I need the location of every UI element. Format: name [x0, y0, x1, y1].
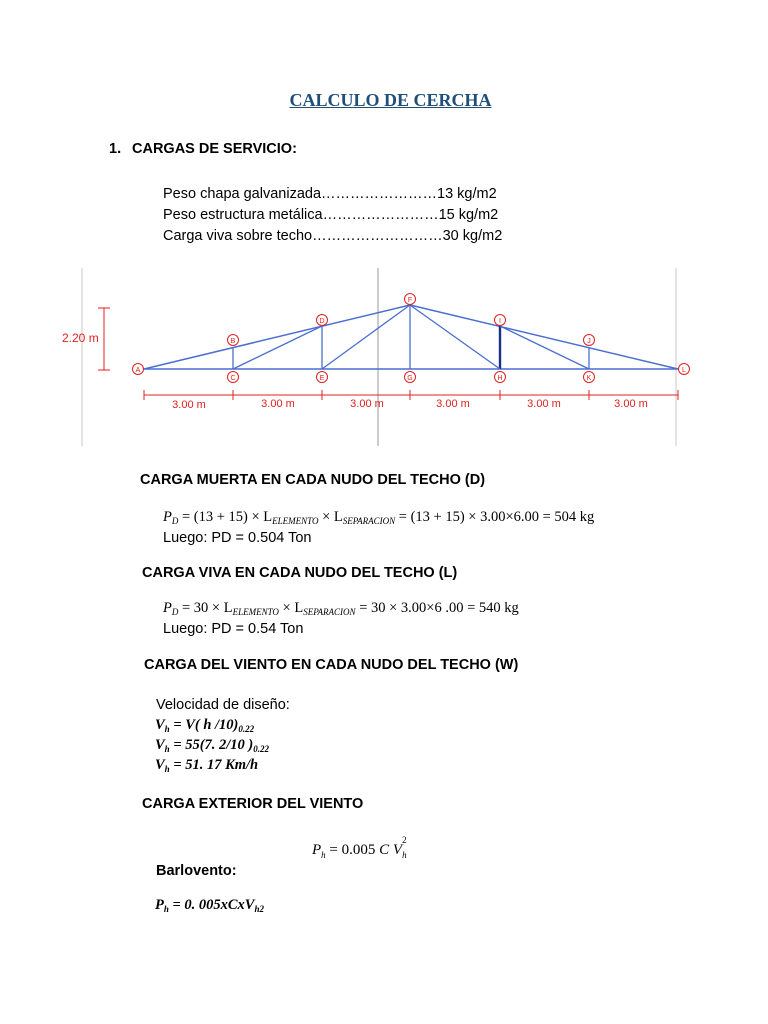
exterior-wind-heading: CARGA EXTERIOR DEL VIENTO	[142, 796, 364, 812]
live-load-equation: $P_D = 30 \times L_{ELEMENTO} \times L_{SEPARACION} = 30 \times 3.00\times 6$ .00 = 540 kg	[163, 600, 519, 617]
load-value: 13 kg/m2	[437, 186, 497, 202]
truss-diagram	[55, 262, 695, 452]
node-label: F	[407, 297, 413, 304]
barlovento-label: Barlovento:	[156, 863, 237, 879]
span-label: 3.00 m	[261, 398, 295, 410]
node-label: I	[499, 318, 501, 325]
span-label: 3.00 m	[614, 398, 648, 410]
section-number: 1.	[109, 141, 122, 157]
load-label: Carga viva sobre techo	[163, 228, 313, 244]
load-label: Peso estructura metálica	[163, 207, 323, 223]
diagonal-member	[410, 305, 500, 369]
wind-equation: $V_h = 51$. 17 Km/h	[155, 757, 259, 774]
live-load-result: Luego: PD = 0.54 Ton	[163, 621, 304, 637]
span-label: 3.00 m	[350, 398, 384, 410]
load-value: 30 kg/m2	[442, 228, 503, 244]
dead-load-equation: $P_D = (13 + 15) \times L_{ELEMENTO} \times L_{SEPARACION} = (13 + 15) \times 3.00\times 6.00 = 504$ kg	[163, 509, 595, 526]
span-label: 3.00 m	[527, 398, 561, 410]
node-label: A	[135, 367, 141, 374]
diagonal-member	[500, 326, 589, 369]
load-item	[163, 207, 498, 223]
top-chord-left	[144, 305, 410, 369]
node-label: C	[230, 375, 236, 382]
load-item	[163, 186, 497, 202]
load-label: Peso chapa galvanizada	[163, 186, 322, 202]
node-label: B	[230, 338, 236, 345]
load-item	[163, 228, 502, 244]
height-label: 2.20 m	[62, 331, 99, 345]
wind-load-heading: CARGA DEL VIENTO EN CADA NUDO DEL TECHO (W)	[144, 657, 519, 673]
section-heading: CARGAS DE SERVICIO:	[132, 141, 297, 157]
wind-equation: $V_h = 55(7$. 2/10 )$_{0.22}$	[155, 737, 270, 754]
wind-pressure-formula: $P_h = 0.005$ C V 2 h	[312, 835, 407, 860]
load-dots: ……………………	[321, 186, 438, 202]
dead-load-heading: CARGA MUERTA EN CADA NUDO DEL TECHO (D)	[140, 472, 486, 488]
node-label: J	[587, 338, 591, 345]
node-label: K	[586, 375, 592, 382]
diagonal-member	[322, 305, 410, 369]
barlovento-equation: $P_h = 0$. 005xCxV$_{h2}$	[155, 897, 264, 914]
top-chord-right	[410, 305, 678, 369]
diagonal-member	[230, 326, 322, 369]
span-label: 3.00 m	[172, 399, 206, 411]
load-dots: ………………………	[312, 228, 443, 244]
wind-equation: $V_h = V$( h $/10)_{0.22}$	[155, 717, 255, 734]
page-title: CALCULO DE CERCHA	[289, 90, 492, 110]
span-label: 3.00 m	[436, 398, 470, 410]
design-speed-label: Velocidad de diseño:	[156, 697, 290, 713]
node-label: G	[407, 375, 413, 382]
node-label: L	[682, 367, 686, 374]
node-label: H	[497, 375, 503, 382]
load-dots: ……………………	[322, 207, 439, 223]
live-load-heading: CARGA VIVA EN CADA NUDO DEL TECHO (L)	[142, 565, 458, 581]
dead-load-result: Luego: PD = 0.504 Ton	[163, 530, 312, 546]
node-label: E	[319, 375, 325, 382]
load-value: 15 kg/m2	[438, 207, 499, 223]
node-label: D	[319, 318, 325, 325]
